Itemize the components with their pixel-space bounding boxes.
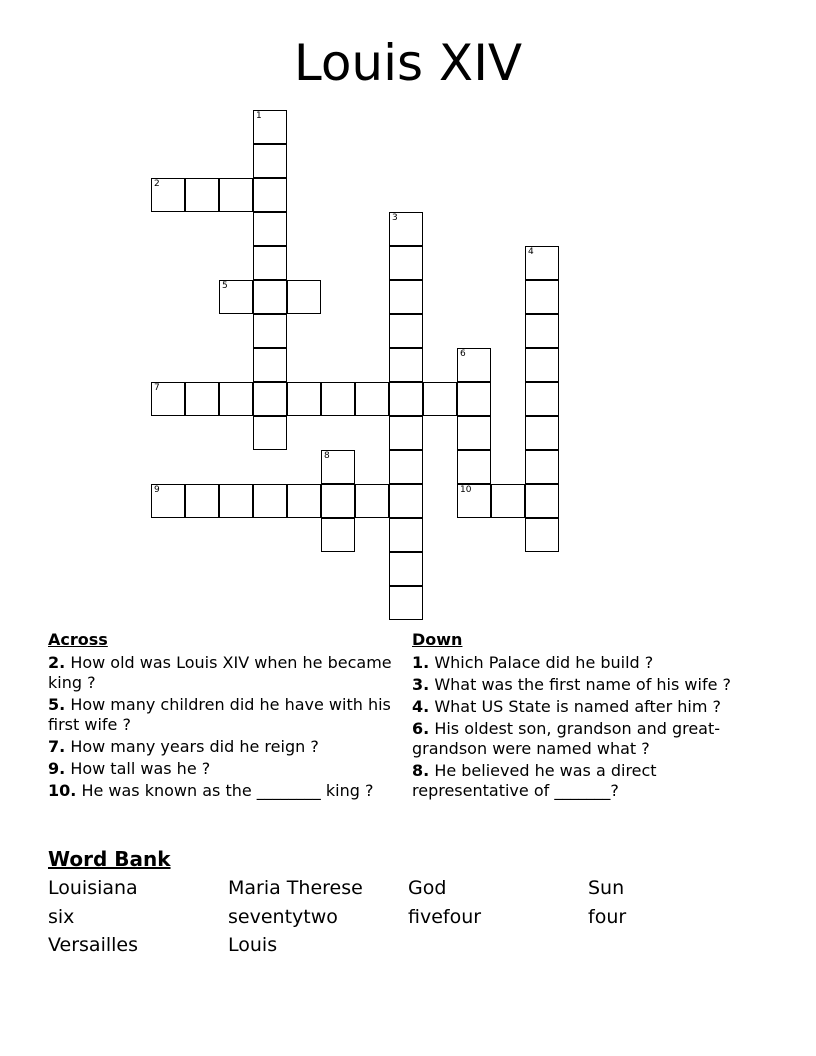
grid-cell[interactable] [457, 382, 491, 416]
grid-cell[interactable] [219, 382, 253, 416]
grid-cell[interactable] [321, 450, 355, 484]
grid-cell[interactable] [219, 178, 253, 212]
grid-cell[interactable] [525, 314, 559, 348]
clue-number: 4 [528, 247, 534, 257]
grid-cell[interactable] [253, 280, 287, 314]
across-heading: Across [48, 630, 108, 649]
grid-cell[interactable] [389, 382, 423, 416]
clue-number: 9 [154, 485, 160, 495]
grid-cell[interactable] [321, 484, 355, 518]
grid-cell[interactable] [389, 518, 423, 552]
clue-number: 8 [324, 451, 330, 461]
grid-cell[interactable] [253, 110, 287, 144]
clue-down-8: 8. He believed he was a direct representative of _______? [412, 761, 657, 800]
grid-cell[interactable] [525, 382, 559, 416]
grid-cell[interactable] [389, 552, 423, 586]
grid-cell[interactable] [321, 518, 355, 552]
grid-cell[interactable] [253, 484, 287, 518]
clue-number: 3 [392, 213, 398, 223]
word-bank-title: Word Bank [48, 847, 171, 871]
grid-cell[interactable] [389, 484, 423, 518]
grid-cell[interactable] [253, 246, 287, 280]
clue-number: 6 [460, 349, 466, 359]
grid-cell[interactable] [287, 484, 321, 518]
grid-cell[interactable] [287, 280, 321, 314]
word-bank-item: seventytwo [228, 905, 338, 928]
clue-down-6: 6. His oldest son, grandson and great-grandson were named what ? [412, 719, 721, 758]
word-bank-item: six [48, 905, 75, 928]
word-bank-item: Versailles [48, 934, 138, 956]
grid-cell[interactable] [253, 348, 287, 382]
grid-cell[interactable] [151, 484, 185, 518]
grid-cell[interactable] [525, 416, 559, 450]
grid-cell[interactable] [185, 484, 219, 518]
down-heading: Down [412, 630, 463, 649]
grid-cell[interactable] [389, 586, 423, 620]
grid-cell[interactable] [389, 348, 423, 382]
grid-cell[interactable] [457, 416, 491, 450]
grid-cell[interactable] [525, 348, 559, 382]
clue-number: 5 [222, 281, 228, 291]
grid-cell[interactable] [253, 314, 287, 348]
grid-cell[interactable] [287, 382, 321, 416]
grid-cell[interactable] [423, 382, 457, 416]
clue-across-2: 2. How old was Louis XIV when he became king ? [48, 653, 392, 692]
clue-down-1: 1. Which Palace did he build ? [412, 653, 654, 672]
grid-cell[interactable] [389, 246, 423, 280]
word-bank-item: Maria Therese [228, 877, 363, 899]
grid-cell[interactable] [457, 484, 491, 518]
word-bank-item: four [588, 905, 627, 928]
grid-cell[interactable] [389, 212, 423, 246]
grid-cell[interactable] [219, 484, 253, 518]
grid-cell[interactable] [355, 484, 389, 518]
word-bank-item: God [408, 877, 447, 899]
grid-cell[interactable] [491, 484, 525, 518]
grid-cell[interactable] [253, 416, 287, 450]
grid-cell[interactable] [321, 382, 355, 416]
clue-number: 2 [154, 179, 160, 189]
clue-down-3: 3. What was the first name of his wife ? [412, 675, 732, 694]
grid-cell[interactable] [253, 144, 287, 178]
clue-across-10: 10. He was known as the ________ king ? [48, 781, 374, 800]
grid-cell[interactable] [151, 178, 185, 212]
grid-cell[interactable] [389, 280, 423, 314]
grid-cell[interactable] [151, 382, 185, 416]
grid-cell[interactable] [389, 314, 423, 348]
grid-cell[interactable] [185, 382, 219, 416]
clue-number: 1 [256, 111, 262, 121]
grid-cell[interactable] [457, 450, 491, 484]
grid-cell[interactable] [253, 212, 287, 246]
down-clues [412, 630, 762, 803]
clue-across-9: 9. How tall was he ? [48, 759, 211, 778]
clue-across-5: 5. How many children did he have with his first wife ? [48, 695, 391, 734]
grid-cell[interactable] [525, 518, 559, 552]
clue-number: 10 [460, 485, 472, 495]
grid-cell[interactable] [389, 450, 423, 484]
word-bank [48, 846, 788, 960]
grid-cell[interactable] [525, 280, 559, 314]
word-bank-item: Louis [228, 934, 278, 956]
grid-cell[interactable] [355, 382, 389, 416]
clue-number: 7 [154, 383, 160, 393]
grid-cell[interactable] [525, 450, 559, 484]
grid-cell[interactable] [185, 178, 219, 212]
word-bank-item: Sun [588, 877, 625, 899]
clue-down-4: 4. What US State is named after him ? [412, 697, 721, 716]
across-clues [48, 630, 398, 803]
grid-cell[interactable] [457, 348, 491, 382]
grid-cell[interactable] [525, 484, 559, 518]
word-bank-item: fivefour [408, 905, 482, 928]
grid-cell[interactable] [525, 246, 559, 280]
grid-cell[interactable] [253, 178, 287, 212]
clue-across-7: 7. How many years did he reign ? [48, 737, 319, 756]
grid-cell[interactable] [389, 416, 423, 450]
word-bank-item: Louisiana [48, 877, 138, 899]
grid-cell[interactable] [253, 382, 287, 416]
grid-cell[interactable] [219, 280, 253, 314]
page-title: Louis XIV [293, 34, 523, 92]
word-bank-list [48, 874, 788, 960]
